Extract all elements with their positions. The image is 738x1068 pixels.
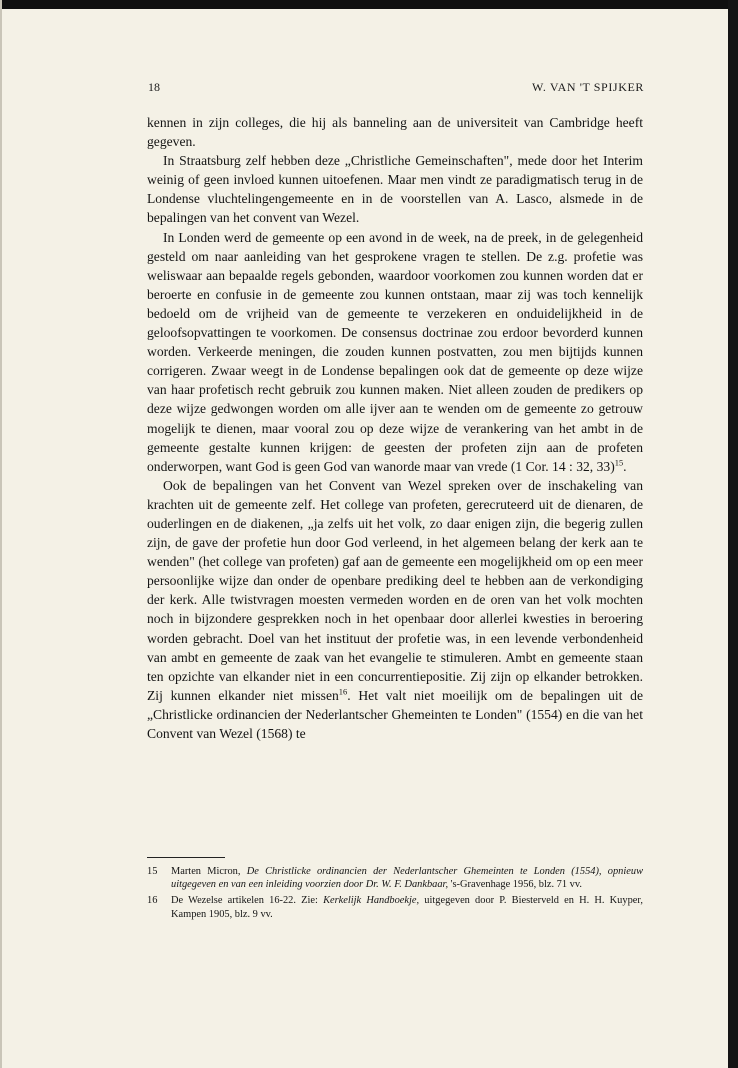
footnote-text-pre: Marten Micron, <box>171 866 247 877</box>
footnote-title: Kerkelijk Handboekje, <box>323 895 420 907</box>
scan-edge-top <box>0 0 738 9</box>
scan-edge-left <box>0 0 2 1068</box>
footnote-ref-16: 16 <box>338 686 348 697</box>
footnote-separator <box>147 857 225 858</box>
running-header <box>142 80 644 96</box>
footnotes <box>147 865 643 924</box>
scan-edge-right <box>728 0 738 1068</box>
footnote-text-post: 's-Gravenhage 1956, blz. 71 vv. <box>448 879 582 891</box>
footnote-text-pre: De Wezelse artikelen 16-22. Zie: <box>171 895 324 907</box>
footnote-15 <box>147 865 643 891</box>
footnote-16 <box>147 894 643 920</box>
paragraph-3-end: . <box>623 458 627 474</box>
running-author: W. VAN 'T SPIJKER <box>532 80 644 94</box>
paragraph-1: kennen in zijn colleges, die hij als banneling aan de universiteit van Cambridge heeft gegeven. <box>147 115 643 150</box>
paragraph-4-end: . Het valt niet moeilijk om de bepalingen uit de „Christlicke ordinancien der Nederlantscher Ghemeinten te Londen" (1554) en die van het Convent van Wezel (1568) te <box>147 687 643 741</box>
footnote-ref-15: 15 <box>614 457 624 468</box>
paragraph-4-text: Ook de bepalingen van het Convent van Wezel spreken over de inschakeling van krachten uit de gemeente zelf. Het college van profeten, gerecruteerd uit de dienaren, de ouderlingen en de diakenen, „ja zelfs uit het volk, zo daar enigen zijn, die begerig zullen zijn, de gave der profetie hun door God verleend, in het algemeen belang der kerk aan te wenden" (het college van profeten) gaf aan de gemeente een mogelijkheid om op een meer persoonlijke wijze dan onder de openbare prediking deel te hebben aan de verkondiging der kerk. Alle twistvragen moesten vermeden worden en de oren van het volk mochten noch in bijzondere gesprekken noch in het openbaar door allerlei kwesties in beroering worden gebracht. Doel van het instituut der profetie was, in een levende verbondenheid van ambt en gemeente de zaak van het evangelie te stimuleren. Ambt en gemeente staan ten opzichte van elkander niet in een concurrentiepositie. Zij zijn op elkander betrokken. Zij kunnen elkander niet missen <box>147 477 643 703</box>
footnote-text-post: uitgegeven door P. Biesterveld en H. H. Kuyper, Kampen 1905, blz. 9 vv. <box>171 895 644 920</box>
paragraph-4 <box>147 476 643 743</box>
footnote-number: 16 <box>147 895 158 907</box>
body-text <box>147 113 643 743</box>
paragraph-3 <box>147 228 643 476</box>
footnote-title: De Christlicke ordinancien der Nederlantscher Ghemeinten te Londen (1554), opnieuw uitgegeven en van een inleiding voorzien door Dr. W. F. Dankbaar, <box>171 866 643 891</box>
footnote-number: 15 <box>147 866 158 877</box>
paragraph-2: In Straatsburg zelf hebben deze „Christliche Gemeinschaften", mede door het Interim weinig of geen invloed kunnen uitoefenen. Maar men vindt ze paradigmatisch terug in de Londense vluchtelingengemeente en in de voorstellen van A. Lasco, alsmede in de bepalingen van het convent van Wezel. <box>147 153 643 226</box>
page-number: 18 <box>148 80 160 94</box>
paragraph-3-text: In Londen werd de gemeente op een avond in de week, na de preek, in de gelegenheid gesteld om naar aanleiding van het gesprokene vragen te stellen. De z.g. profetie was weliswaar aan bepaalde regels gebonden, waardoor voorkomen zou kunnen worden dat er beroerte en confusie in de gemeente zou kunnen ontstaan, maar zij was toch kennelijk bedoeld om de vrijheid van de gemeente te verzekeren en onduidelijkheid in de geloofsopvattingen te voorkomen. De consensus doctrinae zou erdoor bevorderd kunnen worden. Verkeerde meningen, die zouden kunnen postvatten, zou men bijtijds kunnen corrigeren. Zwaar weegt in de Londense bepalingen ook dat de gemeente op deze wijze van haar profetisch recht gebruik zou kunnen maken. Niet alleen zouden de predikers op deze wijze gedwongen worden om alle ijver aan te wenden om de gemeente zo getrouw mogelijk te dienen, maar vooral zou op deze wijze de verankering van het ambt in de gemeente gestalte kunnen krijgen: de geesten der profeten zijn aan de profeten onderworpen, want God is geen God van wanorde maar van vrede (1 Cor. 14 : 32, 33) <box>147 229 643 474</box>
